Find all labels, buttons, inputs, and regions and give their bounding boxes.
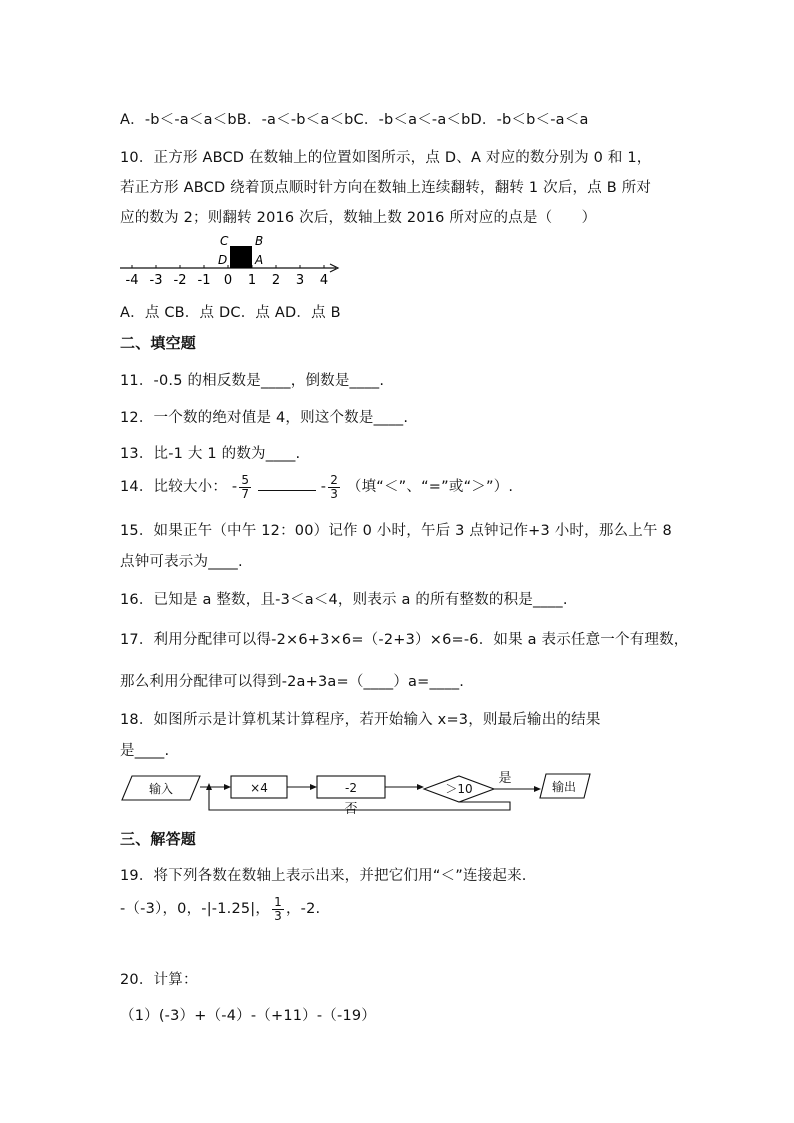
label-a: A [255,253,264,267]
q18-line2: 是____. [120,743,170,759]
q20-part1: （1）(-3）+（-4）-（+11）-（-19） [120,1008,376,1024]
frac1-sign: - [231,479,238,496]
flowchart [118,766,598,814]
number-line-figure [118,232,348,292]
tick-label: -3 [149,273,163,288]
q10-line1: 10．正方形 ABCD 在数轴上的位置如图所示，点 D、A 对应的数分别为 0 和 1， [120,150,652,166]
tick-label: -1 [197,273,211,288]
flow-no: 否 [344,802,358,814]
section3-title: 三、解答题 [120,830,197,848]
flow-yes: 是 [498,771,512,786]
section2-title: 二、填空题 [120,334,197,352]
tick-label: 2 [271,273,281,288]
q10-line3: 应的数为 2；则翻转 2016 次后，数轴上数 2016 所对应的点是（ ） [120,210,597,226]
q19-items [120,896,320,922]
q14 [120,474,513,500]
fraction-1-3: $\frac{1}{3}$ [274,895,282,923]
q14-suffix: （填“＜”、“=”或“＞”）. [346,479,514,496]
tick-label: -4 [125,273,139,288]
q19-items-part2: ，-2. [285,901,321,918]
q9-options: A．-b＜-a＜a＜bB．-a＜-b＜a＜bC．-b＜a＜-a＜bD．-b＜b＜-a＜a [120,112,589,128]
tick-label: 3 [295,273,305,288]
q10-line2: 若正方形 ABCD 绕着顶点顺时针方向在数轴上连续翻转，翻转 1 次后，点 B 所对 [120,180,652,196]
q20-title: 20．计算： [120,972,198,988]
tick-label: 0 [223,273,233,288]
q11: 11．-0.5 的相反数是____，倒数是____. [120,373,385,389]
fraction-5-7: $\frac{5}{7}$ [241,473,250,501]
label-d: D [218,253,228,267]
q17-line2: 那么利用分配律可以得到-2a+3a=（____）a=____. [120,674,465,690]
q19-items-part1: -（-3），0，-|-1.25|， [120,901,271,918]
frac2-sign: - [320,479,327,496]
label-b: B [255,234,264,248]
q18-line1: 18．如图所示是计算机某计算程序，若开始输入 x=3，则最后输出的结果 [120,712,601,728]
tick-label: 1 [247,273,257,288]
q10-options: A．点 CB．点 DC．点 AD．点 B [120,305,341,321]
fraction-2-3: $\frac{2}{3}$ [330,473,339,501]
q16: 16．已知是 a 整数，且-3＜a＜4，则表示 a 的所有整数的积是____. [120,592,568,608]
q14-prefix: 14．比较大小： [120,479,228,496]
tick-label: 4 [319,273,329,288]
tick-label: -2 [173,273,187,288]
answer-blank [258,478,316,491]
flow-step2: -2 [345,781,357,795]
label-c: C [220,234,229,248]
flow-output: 输出 [551,780,577,794]
q15-line1: 15．如果正午（中午 12：00）记作 0 小时，午后 3 点钟记作+3 小时，那么上午 8 [120,523,672,539]
q19-line1: 19．将下列各数在数轴上表示出来，并把它们用“＜”连接起来. [120,868,527,884]
q13: 13．比-1 大 1 的数为____. [120,446,301,462]
q12: 12．一个数的绝对值是 4，则这个数是____. [120,410,409,426]
square-abcd [230,246,252,268]
flow-input: 输入 [148,782,174,796]
flow-step1: ×4 [250,781,268,795]
flow-condition: ＞10 [445,782,473,796]
q17-line1: 17．利用分配律可以得-2×6+3×6=（-2+3）×6=-6．如果 a 表示任意一个有理数， [120,632,689,648]
q15-line2: 点钟可表示为____. [120,554,243,570]
